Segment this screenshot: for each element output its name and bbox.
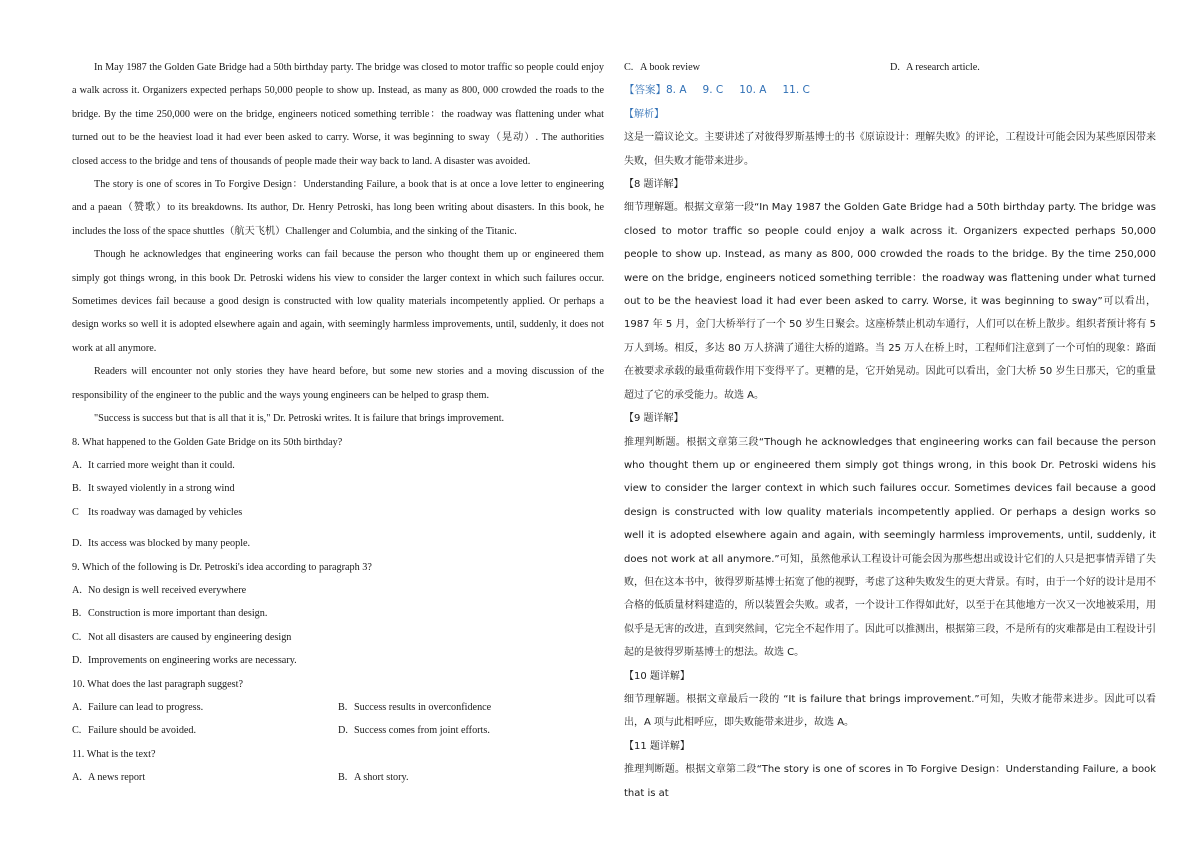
option-a: A. A news report [72,772,146,784]
answer-label: 【答案】 [624,84,666,97]
question-11-options-continued [624,56,1156,79]
passage-paragraph-5: "Success is success but that is all that it is," Dr. Petroski writes. It is failure that brings improvement. [94,413,505,425]
heading-q10: 【10 题详解】 [624,670,690,682]
option-b: B. A short story. [338,772,409,784]
option-b: B. It swayed violently in a strong wind [72,483,235,495]
question-8 [72,431,604,556]
question-10 [72,673,604,743]
passage-paragraph-3: Though he acknowledges that engineering works can fail because the person who thought them up or engineered them simply got things wrong, in this book Dr. Petroski widens his view to consider the larger context in which such failures occur. Sometimes devices fail because a good design is constructed with low quality materials incompetently applied. Or perhaps a design works so well it is adopted elsewhere again and again, with seemingly harmless improvements, until, suddenly, it does not work at all anymore. [72,249,604,354]
answer-key: 【答案】8. A 9. C 10. A 11. C [624,84,810,97]
option-c: C. Failure should be avoided. [72,725,197,737]
passage-paragraph-1: In May 1987 the Golden Gate Bridge had a 50th birthday party. The bridge was closed to motor traffic so people could enjoy a walk across it. Organizers expected perhaps 50,000 people to show up. Instead, as many as 800, 000 crowded the roads to the bridge. By the time 250,000 were on the bridge, engineers noticed something terrible：the roadway was flattening under what turned out to be the heaviest load it had ever been asked to carry. Worse, it was beginning to sway（晃动）. The authorities closed access to the bridge and tens of thousands of people made their way back to land. A disaster was avoided. [72,62,604,167]
option-d: D. Its access was blocked by many people. [72,538,251,550]
option-d: D. Success comes from joint efforts. [338,725,490,737]
analysis-text: 这是一篇议论文。主要讲述了对彼得罗斯基博士的书《原谅设计：理解失败》的评论，工程设计可能会因为某些原因带来失败，但失败才能带来进步。 [624,132,1156,167]
option-a: A. It carried more weight than it could. [72,459,235,471]
right-column [624,56,1156,805]
explanation-q9: 推理判断题。根据文章第三段“Though he acknowledges that engineering works can fail because the person who thought them up or engineered them simply got things wrong, in this book Dr. Petroski widens his view to consider the larger context in which such failures occur. Sometimes devices fail because a good design is constructed with low quality materials incompetently applied. Or perhaps a design works so well it is adopted elsewhere again and again, with seemingly harmless improvements, until, suddenly, it does not work at all anymore.”可知，虽然他承认工程设计可能会因为那些想出或设计它们的人只是把事情弄错了失败，但在这本书中，彼得罗斯基博士拓宽了他的视野，考虑了这种失败发生的更大背景。有时，由于一个好的设计是用不合格的低质量材料建造的，所以装置会失败。或者，一个设计工作得如此好，以至于在其他地方一次又一次地被采用，用似乎是无害的改进，直到突然间，它完全不起作用了。因此可以推测出，根据第三段，不是所有的灾难都是由工程设计引起的是彼得罗斯基博士的想法。故选 C。 [624,436,1156,659]
left-column [72,56,604,790]
option-b: B. Success results in overconfidence [338,701,492,713]
question-11 [72,743,604,790]
question-stem: 10. What does the last paragraph suggest? [72,678,243,690]
question-stem: 11. What is the text? [72,748,156,760]
option-d: D. A research article. [890,62,980,73]
explanation-q8: 细节理解题。根据文章第一段“In May 1987 the Golden Gate Bridge had a 50th birthday party. The bridge was closed to motor traffic so people could enjoy a walk across it. Organizers expected perhaps 50,000 people to show up. Instead, as many as 800, 000 crowded the roads to the bridge. By the time 250,000 were on the bridge, engineers noticed something terrible：the roadway was flattening under what turned out to be the heaviest load it had ever been asked to carry. Worse, it was beginning to sway”可以看出，1987 年 5 月，金门大桥举行了一个 50 岁生日聚会。这座桥禁止机动车通行，人们可以在桥上散步。组织者预计将有 5 万人到场。相反，多达 80 万人挤满了通往大桥的道路。当 25 万人在桥上时，工程师们注意到了一个可怕的现象：路面在被要求承载的最重荷载作用下变得平了。更糟的是，它开始晃动。因此可以看出，金门大桥 50 岁生日那天，它的重量超过了它的承受能力。故选 A。 [624,202,1156,401]
explanation-q10: 细节理解题。根据文章最后一段的 “It is failure that brings improvement.”可知，失败才能带来进步。因此可以看出，A 项与此相呼应，即失败能带来进步，故选 A。 [624,693,1156,729]
option-a: A. Failure can lead to progress. [72,701,204,713]
heading-q11: 【11 题详解】 [624,740,690,752]
passage-paragraph-4: Readers will encounter not only stories they have heard before, but some new stories and a moving discussion of the responsibility of the engineer to the public and the ways young engineers can be helped to grasp them. [72,366,604,401]
option-b: B. Construction is more important than design. [72,608,268,620]
option-c: C Its roadway was damaged by vehicles [72,506,243,518]
passage-paragraph-2: The story is one of scores in To Forgive Design：Understanding Failure, a book that is at once a love letter to engineering and a paean（赞歌）to its breakdowns. Its author, Dr. Henry Petroski, has long been writing about disasters. In this book, he includes the loss of the space shuttles（航天飞机）Challenger and Columbia, and the sinking of the Titanic. [72,179,604,237]
option-a: A. No design is well received everywhere [72,584,247,596]
heading-q8: 【8 题详解】 [624,179,684,191]
question-stem: 8. What happened to the Golden Gate Bridge on its 50th birthday? [72,436,343,448]
explanation-q11: 推理判断题。根据文章第二段“The story is one of scores in To Forgive Design：Understanding Failure, a book that is at [624,764,1156,799]
heading-q9: 【9 题详解】 [624,413,684,425]
analysis-label: 【解析】 [624,108,664,120]
option-c: C. Not all disasters are caused by engineering design [72,631,292,643]
question-stem: 9. Which of the following is Dr. Petroski's idea according to paragraph 3? [72,561,372,573]
option-c: C. A book review [624,62,700,73]
question-9 [72,556,604,673]
option-d: D. Improvements on engineering works are necessary. [72,655,297,667]
